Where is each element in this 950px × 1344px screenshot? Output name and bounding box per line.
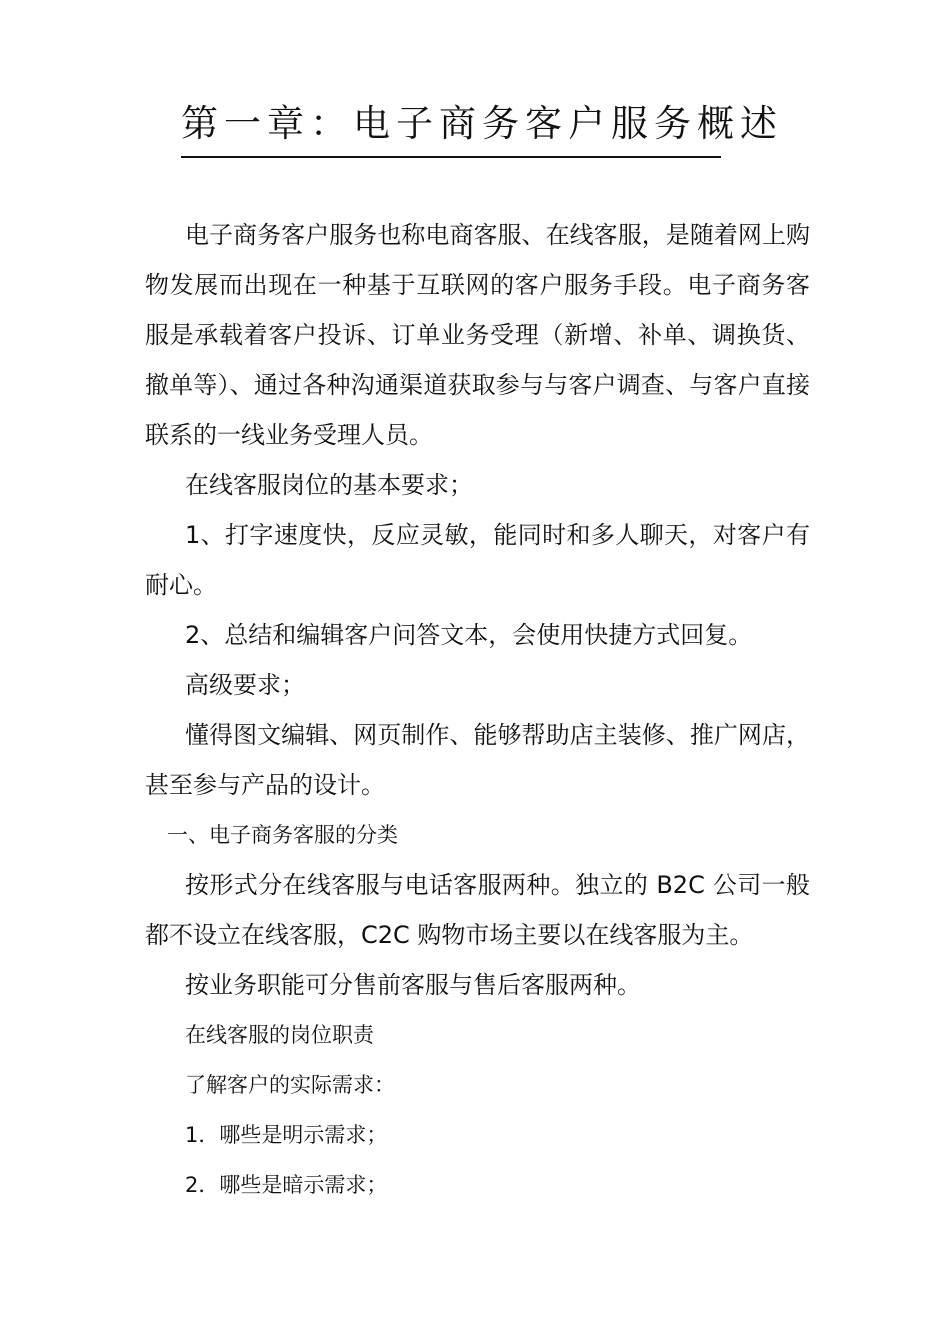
intro-paragraph: 电子商务客户服务也称电商客服、在线客服，是随着网上购物发展而出现在一种基于互联网的客户服务手段。电子商务客服是承载着客户投诉、订单业务受理（新增、补单、调换货、撤单等）、通过各种沟通渠道获取参与与客户调查、与客户直接联系的一线业务受理人员。 bbox=[145, 221, 810, 449]
understand-needs-heading: 了解客户的实际需求： bbox=[185, 1073, 395, 1097]
needs-item-2: 2．哪些是暗示需求； bbox=[185, 1173, 388, 1197]
duties-heading: 在线客服的岗位职责 bbox=[185, 1023, 374, 1047]
needs-item-1: 1．哪些是明示需求； bbox=[185, 1123, 388, 1147]
chapter-title: 第一章：电子商务客户服务概述 bbox=[181, 96, 721, 158]
requirement-item-2: 2、总结和编辑客户问答文本，会使用快捷方式回复。 bbox=[185, 621, 753, 649]
classification-by-form: 按形式分在线客服与电话客服两种。独立的 B2C 公司一般都不设立在线客服，C2C 购物市场主要以在线客服为主。 bbox=[145, 871, 810, 949]
basic-requirements-heading: 在线客服岗位的基本要求； bbox=[185, 471, 473, 499]
advanced-requirements-text: 懂得图文编辑、网页制作、能够帮助店主装修、推广网店，甚至参与产品的设计。 bbox=[145, 721, 810, 799]
requirement-item-1: 1、打字速度快，反应灵敏，能同时和多人聊天，对客户有耐心。 bbox=[145, 521, 810, 599]
advanced-requirements-heading: 高级要求； bbox=[185, 671, 305, 699]
section-heading-classification: 一、电子商务客服的分类 bbox=[167, 823, 398, 847]
classification-by-function: 按业务职能可分售前客服与售后客服两种。 bbox=[185, 971, 641, 999]
document-body bbox=[145, 210, 810, 1210]
